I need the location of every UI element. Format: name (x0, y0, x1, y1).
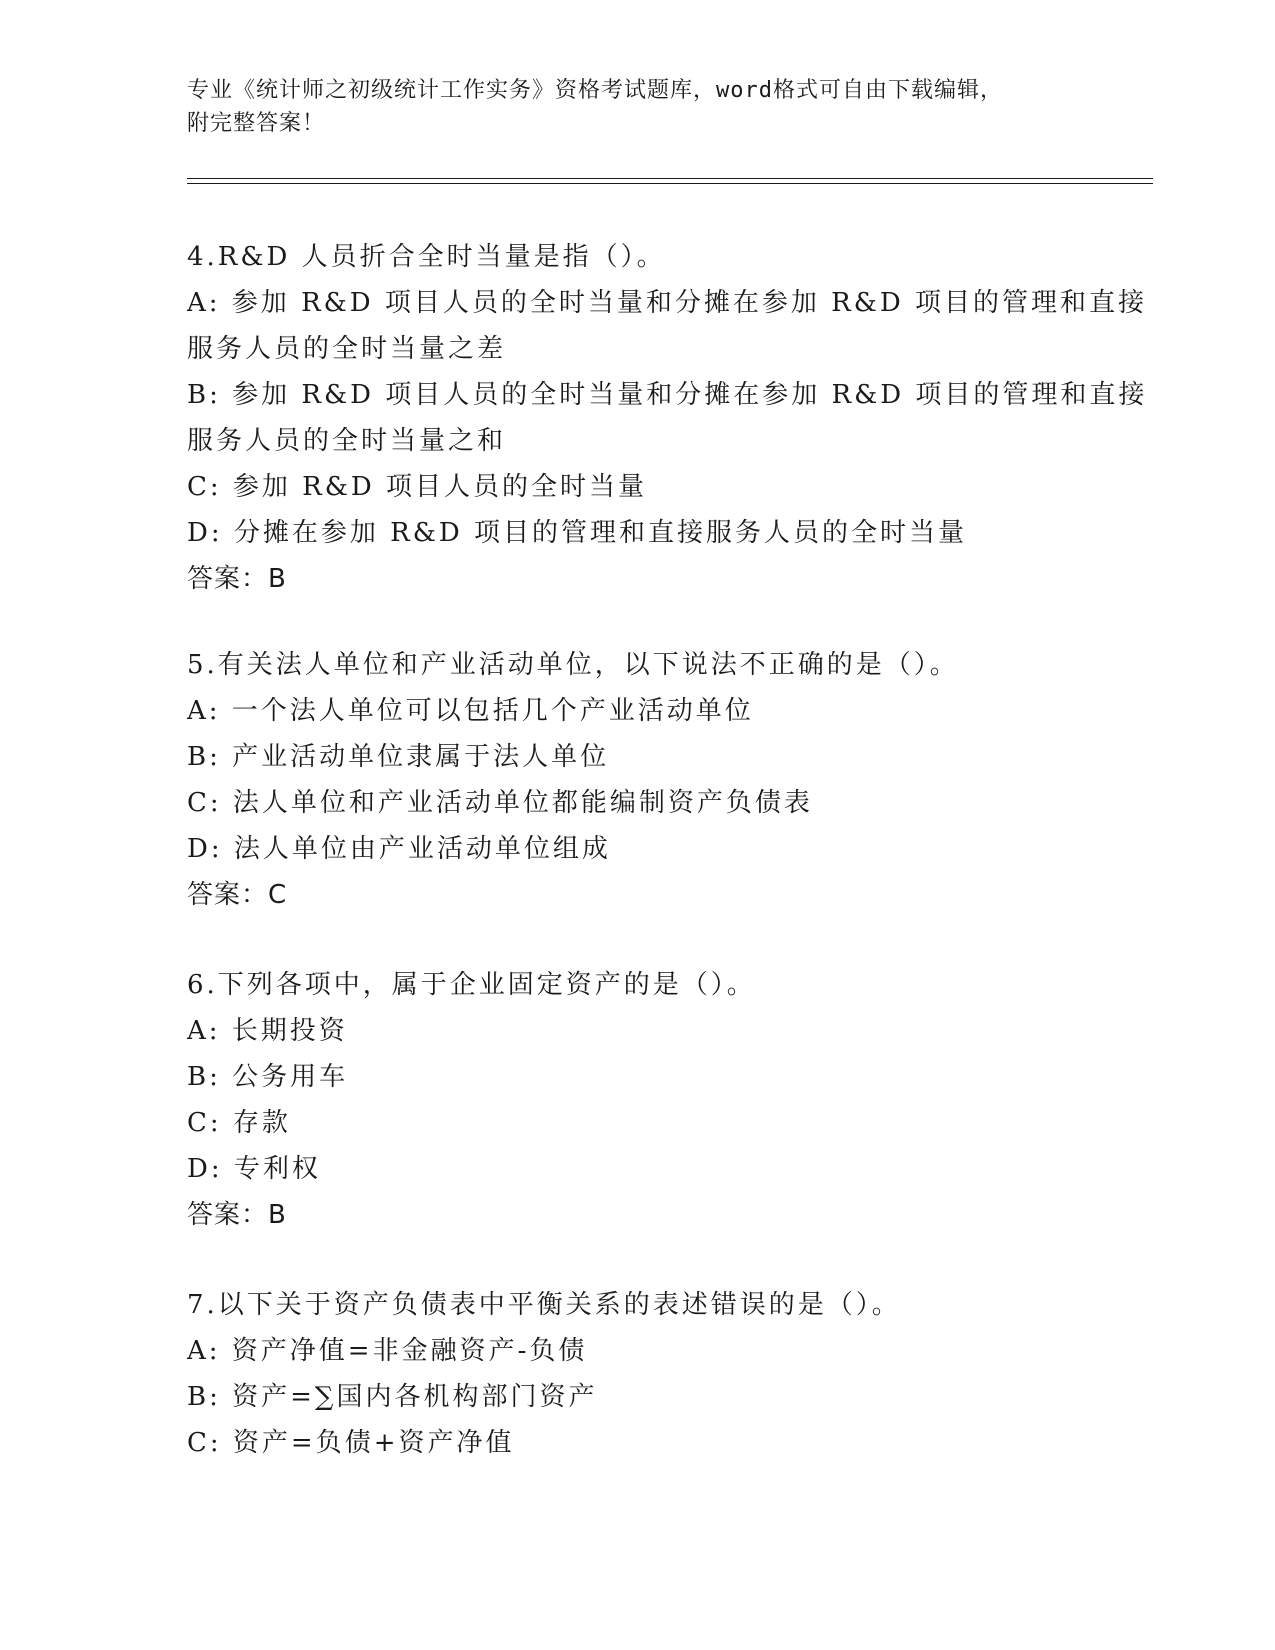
option-d: D: 专利权 (187, 1154, 321, 1184)
option-c: C: 存款 (187, 1108, 291, 1138)
option-c: C: 资产=负债+资产净值 (187, 1428, 515, 1458)
answer: 答案：B (187, 564, 287, 594)
question-5 (187, 642, 1087, 918)
answer: 答案：C (187, 880, 288, 910)
option-a: A: 资产净值=非金融资产-负债 (187, 1336, 588, 1366)
header-divider-top (187, 178, 1153, 179)
question-7 (187, 1282, 1087, 1466)
option-a: A: 长期投资 (187, 1016, 348, 1046)
question-stem: 4.R&D 人员折合全时当量是指（）。 (187, 242, 666, 272)
option-b: B: 公务用车 (187, 1062, 349, 1092)
option-b-continued: 服务人员的全时当量之和 (187, 426, 507, 456)
option-b: B: 参加 R&D 项目人员的全时当量和分摊在参加 R&D 项目的管理和直接 (187, 380, 1148, 410)
option-c: C: 法人单位和产业活动单位都能编制资产负债表 (187, 788, 813, 818)
option-a-continued: 服务人员的全时当量之差 (187, 334, 507, 364)
option-a: A: 一个法人单位可以包括几个产业活动单位 (187, 696, 754, 726)
document-header (187, 74, 1067, 140)
option-b: B: 资产=∑国内各机构部门资产 (187, 1382, 598, 1412)
option-a: A: 参加 R&D 项目人员的全时当量和分摊在参加 R&D 项目的管理和直接 (187, 288, 1147, 318)
header-line-1: 专业《统计师之初级统计工作实务》资格考试题库，word格式可自由下载编辑， (187, 78, 1003, 103)
option-b: B: 产业活动单位隶属于法人单位 (187, 742, 610, 772)
question-4 (187, 234, 1148, 602)
header-divider-bottom (187, 183, 1153, 184)
header-line-2: 附完整答案！ (187, 111, 326, 136)
option-d: D: 分摊在参加 R&D 项目的管理和直接服务人员的全时当量 (187, 518, 967, 548)
question-6 (187, 962, 1087, 1238)
option-c: C: 参加 R&D 项目人员的全时当量 (187, 472, 648, 502)
option-d: D: 法人单位由产业活动单位组成 (187, 834, 611, 864)
question-stem: 5.有关法人单位和产业活动单位，以下说法不正确的是（）。 (187, 650, 959, 680)
question-stem: 7.以下关于资产负债表中平衡关系的表述错误的是（）。 (187, 1290, 901, 1320)
answer: 答案：B (187, 1200, 287, 1230)
question-stem: 6.下列各项中，属于企业固定资产的是（）。 (187, 970, 756, 1000)
